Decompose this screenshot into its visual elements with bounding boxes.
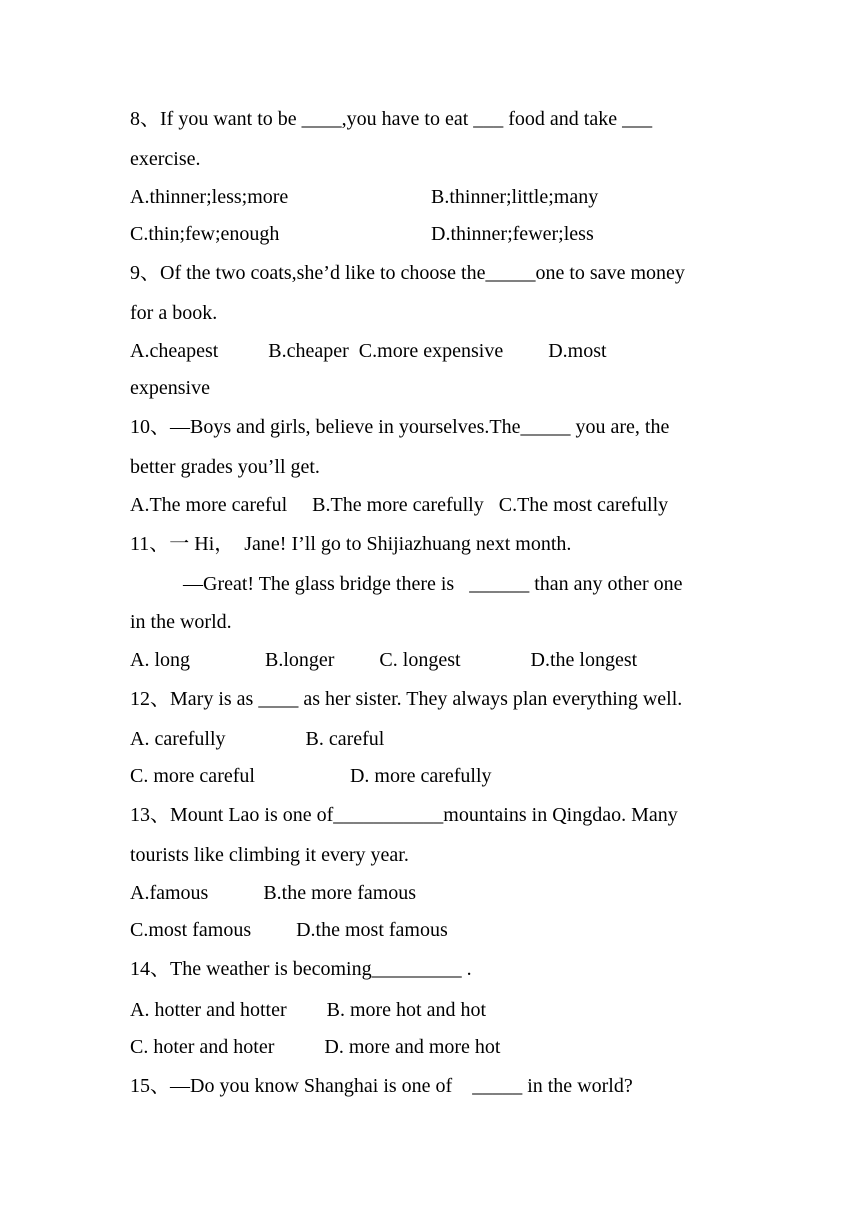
question-10-options: A.The more careful B.The more carefully C.The most carefully xyxy=(130,494,669,516)
question-12-text: 12、Mary is as ____ as her sister. They always plan everything well. xyxy=(130,688,683,710)
question-9-text: 9、Of the two coats,she’d like to choose the_____one to save money xyxy=(130,262,685,284)
question-13-options: A.famous B.the more famous xyxy=(130,882,417,904)
question-8-option-c: C.thin;few;enough xyxy=(130,223,280,245)
question-8-option-d: D.thinner;fewer;less xyxy=(431,223,594,245)
question-8-option-b: B.thinner;little;many xyxy=(431,186,599,208)
question-10-text: 10、—Boys and girls, believe in yourselves.The_____ you are, the xyxy=(130,416,670,438)
question-12-options-cont: C. more careful D. more carefully xyxy=(130,765,492,787)
question-11-options: A. long B.longer C. longest D.the longest xyxy=(130,649,638,671)
question-14-options: A. hotter and hotter B. more hot and hot xyxy=(130,999,487,1021)
question-13-text-cont: tourists like climbing it every year. xyxy=(130,844,409,866)
question-11-dialogue-reply: —Great! The glass bridge there is ______ than any other one xyxy=(183,573,683,595)
question-15-text: 15、—Do you know Shanghai is one of _____ in the world? xyxy=(130,1075,633,1097)
question-13-text: 13、Mount Lao is one of___________mountains in Qingdao. Many xyxy=(130,804,678,826)
question-9-options: A.cheapest B.cheaper C.more expensive D.most xyxy=(130,340,607,362)
question-11-text: 11、一 Hi， Jane! I’ll go to Shijiazhuang next month. xyxy=(130,533,572,555)
question-12-options: A. carefully B. careful xyxy=(130,728,385,750)
question-10-text-cont: better grades you’ll get. xyxy=(130,456,320,478)
question-9-text-cont: for a book. xyxy=(130,302,218,324)
question-14-text: 14、The weather is becoming_________ . xyxy=(130,958,472,980)
question-9-options-cont: expensive xyxy=(130,377,210,399)
question-14-options-cont: C. hoter and hoter D. more and more hot xyxy=(130,1036,501,1058)
question-11-dialogue-reply-cont: in the world. xyxy=(130,611,232,633)
question-8-text: 8、If you want to be ____,you have to eat ___ food and take ___ xyxy=(130,108,653,130)
question-13-options-cont: C.most famous D.the most famous xyxy=(130,919,448,941)
question-8-text-cont: exercise. xyxy=(130,148,201,170)
question-8-option-a: A.thinner;less;more xyxy=(130,186,289,208)
